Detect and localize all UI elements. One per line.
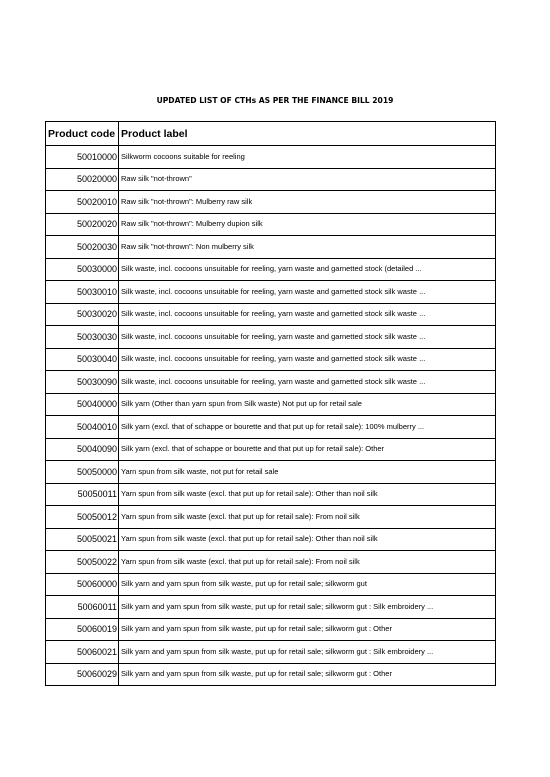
product-label-cell: Silk yarn (excl. that of schappe or bourette and that put up for retail sale): 100% mulberry ... xyxy=(119,416,496,439)
product-label-cell: Silk yarn and yarn spun from silk waste, put up for retail sale; silkworm gut : Silk embroidery ... xyxy=(119,596,496,619)
product-label-cell: Yarn spun from silk waste (excl. that put up for retail sale): Other than noil silk xyxy=(119,528,496,551)
product-label-cell: Silk waste, incl. cocoons unsuitable for reeling, yarn waste and garnetted stock silk waste ... xyxy=(119,303,496,326)
product-label-cell: Yarn spun from silk waste (excl. that put up for retail sale): From noil silk xyxy=(119,506,496,529)
product-code-cell: 50020020 xyxy=(46,213,119,236)
table-row xyxy=(46,573,496,596)
product-label-cell: Yarn spun from silk waste, not put for retail sale xyxy=(119,461,496,484)
product-label-cell: Silkworm cocoons suitable for reeling xyxy=(119,146,496,169)
product-code-cell: 50060029 xyxy=(46,663,119,686)
product-label-cell: Silk waste, incl. cocoons unsuitable for reeling, yarn waste and garnetted stock silk waste ... xyxy=(119,371,496,394)
product-label-cell: Raw silk "not-thrown": Non mulberry silk xyxy=(119,236,496,259)
table-row xyxy=(46,371,496,394)
table-row xyxy=(46,191,496,214)
table-row xyxy=(46,641,496,664)
product-label-cell: Yarn spun from silk waste (excl. that put up for retail sale): Other than noil silk xyxy=(119,483,496,506)
header-product-code: Product code xyxy=(46,122,119,146)
product-code-cell: 50050012 xyxy=(46,506,119,529)
product-code-cell: 50050022 xyxy=(46,551,119,574)
product-code-cell: 50030020 xyxy=(46,303,119,326)
header-product-label: Product label xyxy=(119,122,496,146)
table-row xyxy=(46,168,496,191)
product-code-cell: 50040000 xyxy=(46,393,119,416)
product-code-cell: 50060000 xyxy=(46,573,119,596)
product-code-cell: 50020000 xyxy=(46,168,119,191)
product-label-cell: Yarn spun from silk waste (excl. that put up for retail sale): From noil silk xyxy=(119,551,496,574)
table-row xyxy=(46,618,496,641)
product-code-cell: 50030040 xyxy=(46,348,119,371)
product-code-cell: 50040090 xyxy=(46,438,119,461)
product-label-cell: Silk waste, incl. cocoons unsuitable for reeling, yarn waste and garnetted stock silk waste ... xyxy=(119,348,496,371)
product-label-cell: Raw silk "not-thrown": Mulberry dupion silk xyxy=(119,213,496,236)
product-code-cell: 50030000 xyxy=(46,258,119,281)
product-code-cell: 50060019 xyxy=(46,618,119,641)
table-row xyxy=(46,483,496,506)
table-row xyxy=(46,528,496,551)
product-code-cell: 50030010 xyxy=(46,281,119,304)
table-row xyxy=(46,461,496,484)
table-body xyxy=(46,146,496,686)
table-row xyxy=(46,416,496,439)
product-label-cell: Silk yarn and yarn spun from silk waste, put up for retail sale; silkworm gut xyxy=(119,573,496,596)
product-code-cell: 50030090 xyxy=(46,371,119,394)
product-code-cell: 50050021 xyxy=(46,528,119,551)
product-label-cell: Silk yarn (Other than yarn spun from Silk waste) Not put up for retail sale xyxy=(119,393,496,416)
product-code-cell: 50010000 xyxy=(46,146,119,169)
product-label-cell: Silk yarn and yarn spun from silk waste, put up for retail sale; silkworm gut : Other xyxy=(119,663,496,686)
product-code-cell: 50020010 xyxy=(46,191,119,214)
product-label-cell: Silk yarn (excl. that of schappe or bourette and that put up for retail sale): Other xyxy=(119,438,496,461)
product-code-cell: 50020030 xyxy=(46,236,119,259)
product-code-cell: 50030030 xyxy=(46,326,119,349)
product-code-cell: 50050000 xyxy=(46,461,119,484)
table-row xyxy=(46,326,496,349)
table-row xyxy=(46,146,496,169)
table-row xyxy=(46,393,496,416)
product-code-cell: 50040010 xyxy=(46,416,119,439)
product-label-cell: Silk waste, incl. cocoons unsuitable for reeling, yarn waste and garnetted stock (detailed ... xyxy=(119,258,496,281)
table-row xyxy=(46,348,496,371)
table-row xyxy=(46,506,496,529)
product-label-cell: Raw silk "not-thrown": Mulberry raw silk xyxy=(119,191,496,214)
document-title: UPDATED LIST OF CTHs AS PER THE FINANCE BILL 2019 xyxy=(156,96,394,105)
product-code-cell: 50060011 xyxy=(46,596,119,619)
table-row xyxy=(46,236,496,259)
table-row xyxy=(46,663,496,686)
table-row xyxy=(46,596,496,619)
product-label-cell: Raw silk "not-thrown" xyxy=(119,168,496,191)
table-header-row xyxy=(46,122,496,146)
product-label-cell: Silk yarn and yarn spun from silk waste, put up for retail sale; silkworm gut : Silk embroidery ... xyxy=(119,641,496,664)
table-row xyxy=(46,303,496,326)
product-code-cell: 50060021 xyxy=(46,641,119,664)
table-row xyxy=(46,281,496,304)
table-row xyxy=(46,258,496,281)
table-row xyxy=(46,438,496,461)
product-code-cell: 50050011 xyxy=(46,483,119,506)
product-label-cell: Silk waste, incl. cocoons unsuitable for reeling, yarn waste and garnetted stock silk waste ... xyxy=(119,326,496,349)
product-label-cell: Silk waste, incl. cocoons unsuitable for reeling, yarn waste and garnetted stock silk waste ... xyxy=(119,281,496,304)
table-row xyxy=(46,551,496,574)
table-row xyxy=(46,213,496,236)
cth-table xyxy=(45,121,496,686)
product-label-cell: Silk yarn and yarn spun from silk waste, put up for retail sale; silkworm gut : Other xyxy=(119,618,496,641)
